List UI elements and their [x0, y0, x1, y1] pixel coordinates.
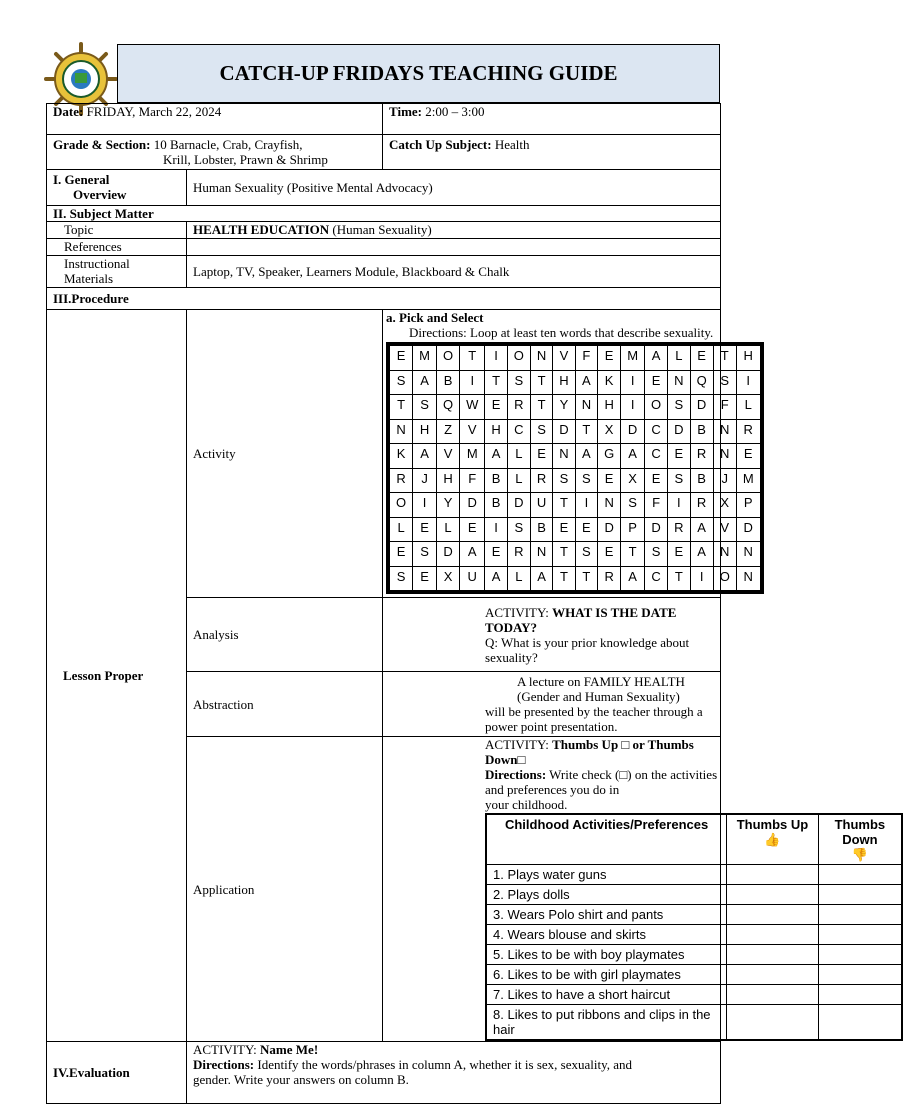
- abstraction-line1: A lecture on FAMILY HEALTH (Gender and Human Sexuality): [517, 674, 685, 704]
- word-search-letter: T: [390, 395, 413, 420]
- word-search-letter: T: [713, 346, 736, 371]
- word-search-letter: N: [736, 566, 760, 591]
- word-search-letter: T: [553, 542, 575, 567]
- table-row: [486, 885, 902, 905]
- table-row: [486, 965, 902, 985]
- word-search-row: [390, 346, 761, 371]
- activity-item: 1. Plays water guns: [486, 865, 727, 885]
- word-search-letter: E: [530, 444, 552, 469]
- word-search-letter: T: [460, 346, 485, 371]
- word-search-letter: D: [645, 517, 668, 542]
- word-search-letter: V: [436, 444, 459, 469]
- word-search-letter: B: [485, 493, 507, 518]
- word-search-letter: A: [621, 566, 645, 591]
- word-search-letter: I: [621, 395, 645, 420]
- word-search-letter: E: [390, 542, 413, 567]
- word-search-grid: [389, 345, 761, 591]
- word-search-letter: C: [645, 566, 668, 591]
- application-content: [383, 737, 886, 1042]
- materials-label-line2: Materials: [64, 271, 114, 286]
- word-search-letter: S: [413, 542, 437, 567]
- word-search-letter: A: [460, 542, 485, 567]
- word-search-letter: F: [575, 346, 597, 371]
- word-search-letter: Q: [436, 395, 459, 420]
- word-search-letter: N: [390, 419, 413, 444]
- word-search-letter: I: [485, 346, 507, 371]
- topic-rest: (Human Sexuality): [329, 222, 432, 237]
- word-search-letter: N: [575, 395, 597, 420]
- word-search-letter: C: [645, 419, 668, 444]
- thumbs-down-cell[interactable]: [818, 985, 902, 1005]
- word-search-puzzle: [386, 342, 764, 594]
- time-cell: [383, 104, 721, 135]
- word-search-letter: S: [575, 468, 597, 493]
- grade-value-2: Krill, Lobster, Prawn & Shrimp: [163, 152, 328, 167]
- word-search-letter: S: [575, 542, 597, 567]
- word-search-letter: A: [575, 370, 597, 395]
- activity-directions: Directions: Loop at least ten words that describe sexuality.: [409, 325, 714, 340]
- word-search-letter: L: [736, 395, 760, 420]
- word-search-letter: T: [485, 370, 507, 395]
- word-search-letter: I: [690, 566, 713, 591]
- evaluation-activity-prefix: ACTIVITY:: [193, 1042, 261, 1057]
- word-search-letter: E: [736, 444, 760, 469]
- general-overview-label: [47, 170, 187, 206]
- word-search-letter: L: [507, 444, 530, 469]
- word-search-letter: W: [460, 395, 485, 420]
- word-search-letter: N: [553, 444, 575, 469]
- word-search-letter: R: [690, 444, 713, 469]
- word-search-letter: K: [598, 370, 621, 395]
- references-label: References: [47, 239, 187, 256]
- table-header-activities: Childhood Activities/Preferences: [486, 814, 727, 865]
- word-search-letter: L: [668, 346, 690, 371]
- subject-matter-heading: II. Subject Matter: [47, 206, 721, 222]
- word-search-letter: E: [575, 517, 597, 542]
- word-search-row: [390, 493, 761, 518]
- activity-item: 2. Plays dolls: [486, 885, 727, 905]
- word-search-letter: N: [530, 346, 552, 371]
- word-search-letter: C: [645, 444, 668, 469]
- word-search-letter: E: [598, 468, 621, 493]
- thumbs-up-cell[interactable]: [727, 885, 819, 905]
- thumbs-down-cell[interactable]: [818, 885, 902, 905]
- word-search-letter: H: [436, 468, 459, 493]
- word-search-letter: B: [690, 468, 713, 493]
- analysis-question: Q: What is your prior knowledge about sexuality?: [485, 634, 690, 665]
- word-search-letter: D: [553, 419, 575, 444]
- word-search-letter: B: [530, 517, 552, 542]
- word-search-letter: A: [690, 517, 713, 542]
- word-search-letter: P: [736, 493, 760, 518]
- word-search-letter: J: [413, 468, 437, 493]
- application-directions-text-1: Write check (□) on the activities and preferences you do in: [485, 767, 718, 797]
- word-search-letter: A: [413, 444, 437, 469]
- teaching-guide-table: [46, 103, 886, 1104]
- page-title: CATCH-UP FRIDAYS TEACHING GUIDE: [117, 44, 720, 103]
- general-label-line2: Overview: [73, 187, 127, 202]
- word-search-row: [390, 444, 761, 469]
- materials-label-line1: Instructional: [64, 256, 130, 271]
- word-search-letter: D: [436, 542, 459, 567]
- table-row: [486, 985, 902, 1005]
- word-search-letter: T: [621, 542, 645, 567]
- word-search-letter: E: [668, 542, 690, 567]
- word-search-letter: I: [485, 517, 507, 542]
- word-search-row: [390, 419, 761, 444]
- subject-label: Catch Up Subject:: [389, 137, 492, 152]
- thumbs-down-cell[interactable]: [818, 1005, 902, 1041]
- application-directions-text-2: your childhood.: [485, 797, 568, 812]
- word-search-letter: S: [713, 370, 736, 395]
- activity-item: 5. Likes to be with boy playmates: [486, 945, 727, 965]
- word-search-letter: L: [436, 517, 459, 542]
- word-search-letter: C: [507, 419, 530, 444]
- word-search-row: [390, 468, 761, 493]
- evaluation-label: IV.Evaluation: [47, 1042, 187, 1104]
- procedure-heading: III.Procedure: [47, 288, 721, 310]
- table-row: [486, 925, 902, 945]
- word-search-letter: I: [460, 370, 485, 395]
- word-search-letter: O: [645, 395, 668, 420]
- word-search-letter: D: [507, 493, 530, 518]
- word-search-letter: F: [460, 468, 485, 493]
- word-search-letter: R: [390, 468, 413, 493]
- word-search-letter: O: [507, 346, 530, 371]
- analysis-activity-title: WHAT IS THE DATE TODAY?: [485, 604, 677, 635]
- word-search-letter: V: [553, 346, 575, 371]
- word-search-letter: A: [530, 566, 552, 591]
- activity-item: 3. Wears Polo shirt and pants: [486, 905, 727, 925]
- word-search-letter: A: [690, 542, 713, 567]
- word-search-letter: X: [621, 468, 645, 493]
- general-overview-value: Human Sexuality (Positive Mental Advocacy): [187, 170, 721, 206]
- word-search-letter: A: [413, 370, 437, 395]
- general-label-line1: I. General: [53, 172, 110, 187]
- word-search-letter: P: [621, 517, 645, 542]
- time-value: 2:00 – 3:00: [425, 104, 485, 119]
- evaluation-directions-label: Directions:: [193, 1057, 255, 1072]
- table-row: [486, 865, 902, 885]
- grade-section-cell: [47, 135, 383, 170]
- word-search-letter: T: [668, 566, 690, 591]
- word-search-letter: U: [530, 493, 552, 518]
- thumbs-down-label: Thumbs Down: [834, 817, 886, 847]
- word-search-letter: E: [690, 346, 713, 371]
- word-search-letter: E: [598, 542, 621, 567]
- word-search-letter: U: [460, 566, 485, 591]
- word-search-letter: N: [530, 542, 552, 567]
- date-label: Date:: [53, 104, 84, 119]
- thumbs-up-cell[interactable]: [727, 985, 819, 1005]
- word-search-letter: D: [460, 493, 485, 518]
- word-search-letter: T: [575, 566, 597, 591]
- word-search-letter: A: [621, 444, 645, 469]
- word-search-row: [390, 566, 761, 591]
- word-search-letter: T: [530, 370, 552, 395]
- childhood-activities-table: [485, 813, 903, 1041]
- subject-value: Health: [494, 137, 530, 152]
- word-search-letter: F: [645, 493, 668, 518]
- word-search-letter: H: [553, 370, 575, 395]
- thumbs-up-cell[interactable]: [727, 865, 819, 885]
- word-search-letter: F: [713, 395, 736, 420]
- word-search-letter: R: [736, 419, 760, 444]
- word-search-letter: Q: [690, 370, 713, 395]
- thumbs-down-cell[interactable]: [818, 865, 902, 885]
- word-search-letter: S: [668, 395, 690, 420]
- lesson-proper-label: Lesson Proper: [47, 310, 187, 1042]
- word-search-letter: O: [436, 346, 459, 371]
- word-search-letter: V: [460, 419, 485, 444]
- word-search-letter: E: [485, 395, 507, 420]
- word-search-row: [390, 517, 761, 542]
- word-search-letter: S: [530, 419, 552, 444]
- word-search-letter: O: [713, 566, 736, 591]
- word-search-letter: S: [553, 468, 575, 493]
- word-search-letter: Y: [553, 395, 575, 420]
- word-search-letter: T: [575, 419, 597, 444]
- thumbs-down-cell[interactable]: [818, 965, 902, 985]
- table-row: [486, 905, 902, 925]
- application-directions-label: Directions:: [485, 767, 547, 782]
- word-search-letter: E: [645, 370, 668, 395]
- thumbs-up-cell[interactable]: [727, 905, 819, 925]
- analysis-content: [383, 598, 721, 672]
- word-search-letter: R: [690, 493, 713, 518]
- word-search-letter: X: [598, 419, 621, 444]
- thumbs-up-cell[interactable]: [727, 1005, 819, 1041]
- word-search-letter: D: [668, 419, 690, 444]
- grade-value-1: 10 Barnacle, Crab, Crayfish,: [153, 137, 303, 152]
- word-search-letter: S: [621, 493, 645, 518]
- word-search-letter: J: [713, 468, 736, 493]
- grade-label: Grade & Section:: [53, 137, 151, 152]
- word-search-letter: D: [690, 395, 713, 420]
- word-search-letter: S: [645, 542, 668, 567]
- thumbs-down-cell[interactable]: [818, 945, 902, 965]
- word-search-letter: O: [390, 493, 413, 518]
- word-search-letter: E: [668, 444, 690, 469]
- word-search-letter: N: [713, 542, 736, 567]
- activity-content: [383, 310, 754, 598]
- evaluation-directions-text-1: Identify the words/phrases in column A, whether it is sex, sexuality, and: [254, 1057, 633, 1072]
- word-search-letter: D: [736, 517, 760, 542]
- word-search-row: [390, 370, 761, 395]
- application-activity-prefix: ACTIVITY:: [485, 737, 553, 752]
- word-search-letter: S: [507, 517, 530, 542]
- topic-value: [187, 222, 721, 239]
- word-search-letter: S: [668, 468, 690, 493]
- analysis-label: Analysis: [187, 598, 383, 672]
- word-search-letter: B: [436, 370, 459, 395]
- materials-label: [47, 256, 187, 288]
- word-search-letter: I: [621, 370, 645, 395]
- application-activity-title: Thumbs Up □ or Thumbs Down□: [485, 737, 694, 767]
- word-search-letter: N: [736, 542, 760, 567]
- word-search-letter: A: [485, 566, 507, 591]
- abstraction-content: [383, 672, 721, 737]
- table-row: [486, 945, 902, 965]
- word-search-letter: L: [507, 566, 530, 591]
- word-search-letter: H: [736, 346, 760, 371]
- word-search-letter: E: [390, 346, 413, 371]
- thumbs-up-label: Thumbs Up: [736, 817, 809, 832]
- word-search-letter: D: [621, 419, 645, 444]
- word-search-letter: T: [530, 395, 552, 420]
- word-search-letter: S: [390, 566, 413, 591]
- word-search-letter: E: [413, 566, 437, 591]
- abstraction-line2: will be presented by the teacher through a power point presentation.: [485, 704, 703, 734]
- table-header-thumbs-up: [727, 814, 819, 865]
- thumbs-up-cell[interactable]: [727, 925, 819, 945]
- date-cell: [47, 104, 383, 135]
- word-search-letter: G: [598, 444, 621, 469]
- table-header-thumbs-down: [818, 814, 902, 865]
- word-search-letter: N: [668, 370, 690, 395]
- word-search-letter: N: [598, 493, 621, 518]
- word-search-letter: D: [598, 517, 621, 542]
- evaluation-content: [187, 1042, 721, 1104]
- word-search-letter: N: [713, 419, 736, 444]
- subject-cell: [383, 135, 721, 170]
- word-search-letter: Y: [436, 493, 459, 518]
- thumbs-up-cell[interactable]: [727, 965, 819, 985]
- word-search-letter: Z: [436, 419, 459, 444]
- word-search-letter: E: [460, 517, 485, 542]
- activity-item: 8. Likes to put ribbons and clips in the hair: [486, 1005, 727, 1041]
- word-search-letter: I: [413, 493, 437, 518]
- word-search-letter: R: [507, 395, 530, 420]
- word-search-row: [390, 542, 761, 567]
- application-label: Application: [187, 737, 383, 1042]
- word-search-letter: E: [413, 517, 437, 542]
- word-search-letter: S: [390, 370, 413, 395]
- abstraction-label: Abstraction: [187, 672, 383, 737]
- activity-label: Activity: [187, 310, 383, 598]
- table-row: [486, 1005, 902, 1041]
- word-search-letter: E: [645, 468, 668, 493]
- topic-bold: HEALTH EDUCATION: [193, 222, 330, 237]
- analysis-activity-prefix: ACTIVITY:: [485, 604, 553, 620]
- word-search-letter: I: [736, 370, 760, 395]
- word-search-letter: E: [598, 346, 621, 371]
- word-search-row: [390, 395, 761, 420]
- topic-label: Topic: [47, 222, 187, 239]
- activity-item: 4. Wears blouse and skirts: [486, 925, 727, 945]
- word-search-letter: M: [413, 346, 437, 371]
- activity-item: 6. Likes to be with girl playmates: [486, 965, 727, 985]
- evaluation-directions-text-2: gender. Write your answers on column B.: [193, 1072, 409, 1087]
- activity-heading: a. Pick and Select: [386, 310, 484, 325]
- word-search-letter: K: [390, 444, 413, 469]
- time-label: Time:: [389, 104, 422, 119]
- word-search-letter: E: [553, 517, 575, 542]
- word-search-letter: V: [713, 517, 736, 542]
- word-search-letter: B: [485, 468, 507, 493]
- thumbs-down-cell[interactable]: [818, 905, 902, 925]
- thumbs-down-icon: 👎: [851, 847, 868, 862]
- word-search-letter: X: [436, 566, 459, 591]
- evaluation-activity-title: Name Me!: [260, 1042, 319, 1057]
- thumbs-up-icon: 👍: [764, 832, 781, 847]
- word-search-letter: I: [668, 493, 690, 518]
- word-search-letter: A: [575, 444, 597, 469]
- thumbs-up-cell[interactable]: [727, 945, 819, 965]
- word-search-letter: M: [621, 346, 645, 371]
- word-search-letter: E: [485, 542, 507, 567]
- word-search-letter: B: [690, 419, 713, 444]
- references-value: [187, 239, 721, 256]
- word-search-letter: S: [413, 395, 437, 420]
- word-search-letter: M: [736, 468, 760, 493]
- word-search-letter: H: [413, 419, 437, 444]
- word-search-letter: T: [553, 493, 575, 518]
- materials-value: Laptop, TV, Speaker, Learners Module, Blackboard & Chalk: [187, 256, 721, 288]
- word-search-letter: L: [507, 468, 530, 493]
- word-search-letter: L: [390, 517, 413, 542]
- activity-item: 7. Likes to have a short haircut: [486, 985, 727, 1005]
- thumbs-down-cell[interactable]: [818, 925, 902, 945]
- word-search-letter: A: [485, 444, 507, 469]
- date-value: FRIDAY, March 22, 2024: [86, 104, 222, 119]
- word-search-letter: H: [598, 395, 621, 420]
- word-search-letter: R: [668, 517, 690, 542]
- word-search-letter: R: [507, 542, 530, 567]
- word-search-letter: S: [507, 370, 530, 395]
- word-search-letter: I: [575, 493, 597, 518]
- word-search-letter: M: [460, 444, 485, 469]
- word-search-letter: X: [713, 493, 736, 518]
- word-search-letter: R: [530, 468, 552, 493]
- word-search-letter: N: [713, 444, 736, 469]
- word-search-letter: R: [598, 566, 621, 591]
- word-search-letter: T: [553, 566, 575, 591]
- word-search-letter: A: [645, 346, 668, 371]
- word-search-letter: H: [485, 419, 507, 444]
